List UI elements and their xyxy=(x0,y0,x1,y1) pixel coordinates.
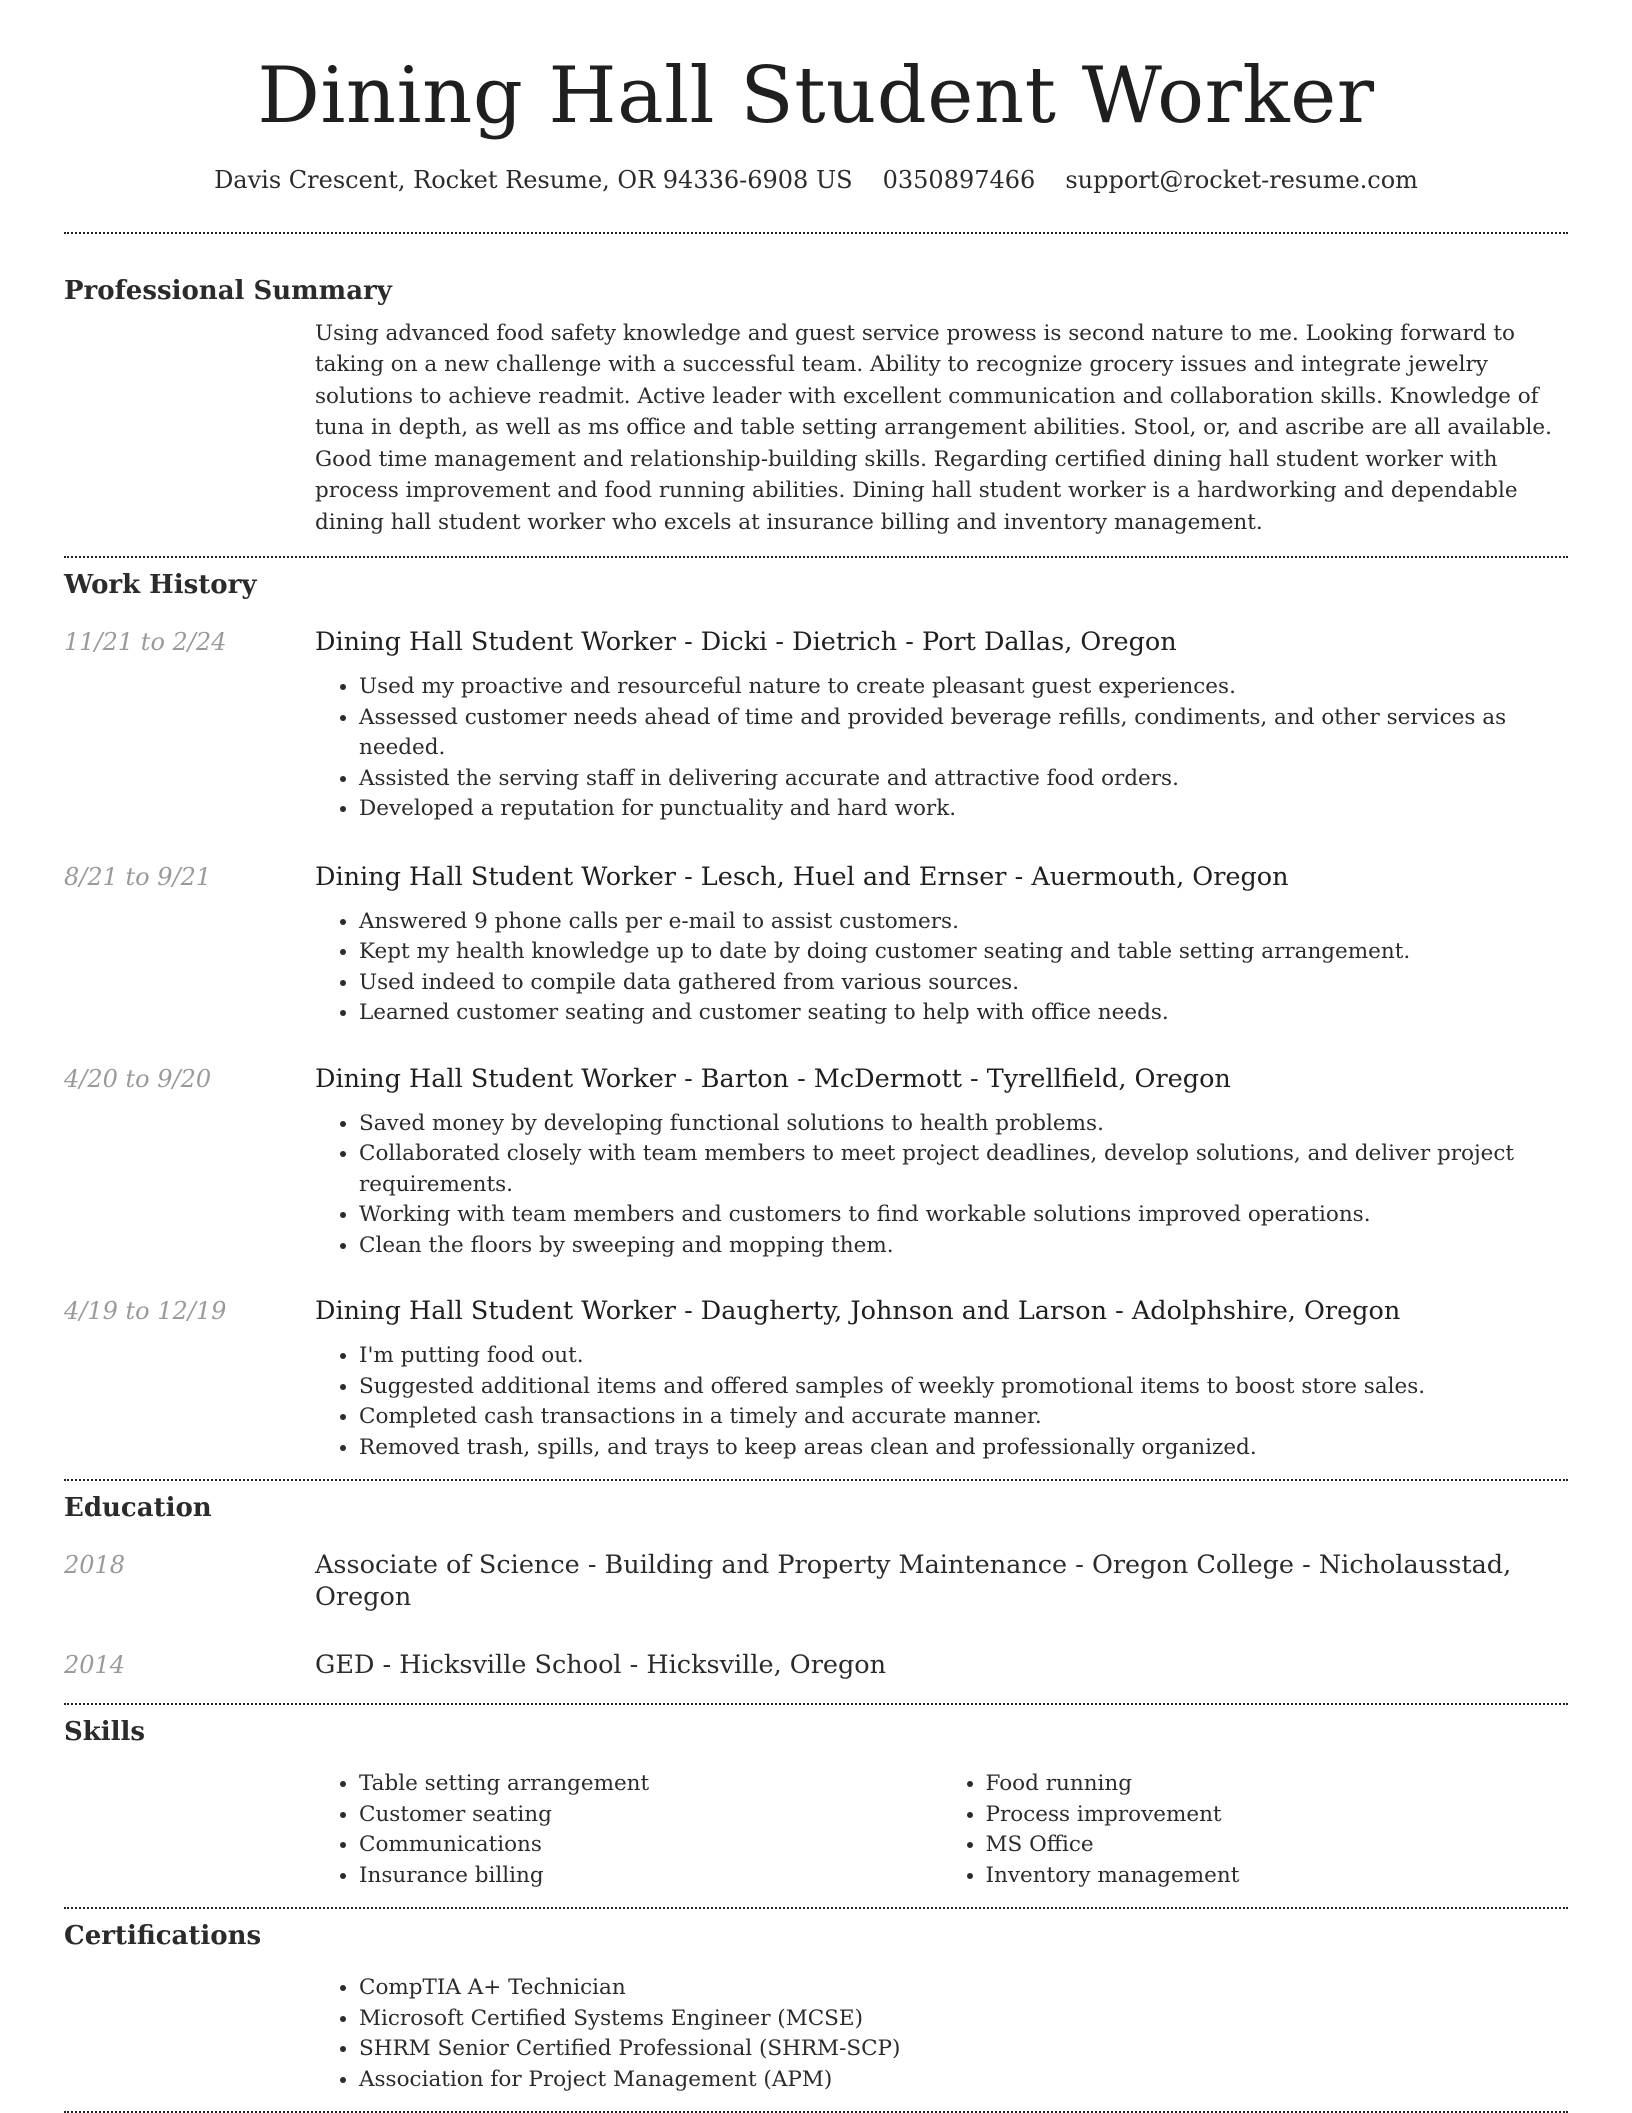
job-dates: 4/20 to 9/20 xyxy=(64,1064,212,1093)
divider xyxy=(64,1479,1568,1481)
job-title xyxy=(315,1063,1568,1095)
job-entry xyxy=(64,861,1568,1029)
job-bullet: • Learned customer seating and customer seating to help with office needs. xyxy=(359,998,1568,1029)
summary-section xyxy=(64,276,1568,539)
job-title xyxy=(315,626,1568,658)
section-title-summary: Professional Summary xyxy=(64,275,392,306)
job-title xyxy=(315,861,1568,893)
job-bullet: • Answered 9 phone calls per e-mail to assist customers. xyxy=(359,907,1568,938)
job-dates: 8/21 to 9/21 xyxy=(64,862,212,891)
skill-item: • MS Office xyxy=(986,1830,1569,1861)
certification-item: • Association for Project Management (APM) xyxy=(359,2065,1568,2096)
job-bullet: • Assisted the serving staff in delivering accurate and attractive food orders. xyxy=(359,764,1568,795)
divider xyxy=(64,1703,1568,1705)
certifications-section xyxy=(64,1921,1568,2095)
summary-text: Using advanced food safety knowledge and guest service prowess is second nature to me. Looking forward to taking on a new challenge with a successful team. Ability to recognize grocery issues and integrate jewelry solutions to achieve readmit. Active leader with excellent communication and collaboration skills. Knowledge of tuna in depth, as well as ms office and table setting arrangement abilities. Stool, or, and ascribe are all available. Good time management and relationship-building skills. Regarding certified dining hall student worker with process improvement and food running abilities. Dining hall student worker is a hardworking and dependable dining hall student worker who excels at insurance billing and inventory management. xyxy=(315,320,1552,535)
skill-item: • Table setting arrangement xyxy=(359,1769,942,1800)
job-bullets xyxy=(315,1109,1568,1262)
divider xyxy=(64,232,1568,234)
job-bullet: • I'm putting food out. xyxy=(359,1341,1568,1372)
education-details: - Oregon College - Nicholausstad, Oregon xyxy=(315,1550,1512,1613)
certification-item: • Microsoft Certified Systems Engineer (MCSE) xyxy=(359,2004,1568,2035)
job-bullets xyxy=(315,672,1568,825)
job-bullet: • Removed trash, spills, and trays to keep areas clean and professionally organized. xyxy=(359,1433,1568,1464)
skill-item: • Customer seating xyxy=(359,1800,942,1831)
certification-item: • SHRM Senior Certified Professional (SHRM-SCP) xyxy=(359,2034,1568,2065)
job-details: - Barton - McDermott - Tyrellfield, Oregon xyxy=(675,1063,1231,1094)
education-degree: GED xyxy=(315,1650,375,1681)
certifications-list xyxy=(315,1973,1568,2095)
education-entry xyxy=(64,1649,1568,1681)
skill-item: • Insurance billing xyxy=(359,1861,942,1892)
job-bullet: • Working with team members and customers to find workable solutions improved operations. xyxy=(359,1200,1568,1231)
job-title xyxy=(315,1295,1568,1327)
resume-page xyxy=(64,0,1568,2113)
job-dates: 4/19 to 12/19 xyxy=(64,1297,227,1326)
skill-item: • Process improvement xyxy=(986,1800,1569,1831)
job-bullet: • Assessed customer needs ahead of time and provided beverage refills, condiments, and other services as needed. xyxy=(359,703,1568,764)
resume-name: Dining Hall Student Worker xyxy=(257,51,1375,141)
job-bullet: • Clean the floors by sweeping and mopping them. xyxy=(359,1231,1568,1262)
education-year: 2018 xyxy=(64,1551,126,1580)
section-title-skills: Skills xyxy=(64,1717,146,1748)
education-title xyxy=(315,1549,1568,1613)
job-details: - Dicki - Dietrich - Port Dallas, Oregon xyxy=(675,627,1177,658)
job-bullet: • Developed a reputation for punctuality and hard work. xyxy=(359,794,1568,825)
skills-section xyxy=(64,1717,1568,1891)
job-dates: 11/21 to 2/24 xyxy=(64,628,227,657)
job-bullets xyxy=(315,907,1568,1029)
divider xyxy=(64,1907,1568,1909)
job-bullet: • Saved money by developing functional solutions to health problems. xyxy=(359,1109,1568,1140)
contact-email: support@rocket-resume.com xyxy=(1065,165,1418,194)
contact-line xyxy=(64,166,1568,194)
job-entry xyxy=(64,626,1568,825)
job-entry xyxy=(64,1295,1568,1463)
job-role: Dining Hall Student Worker xyxy=(315,1063,676,1094)
job-role: Dining Hall Student Worker xyxy=(315,627,676,658)
section-title-certifications: Certifications xyxy=(64,1921,262,1952)
skill-item: • Communications xyxy=(359,1830,942,1861)
job-bullet: • Kept my health knowledge up to date by doing customer seating and table setting arrangement. xyxy=(359,937,1568,968)
job-bullet: • Used indeed to compile data gathered from various sources. xyxy=(359,968,1568,999)
job-bullet: • Suggested additional items and offered samples of weekly promotional items to boost store sales. xyxy=(359,1372,1568,1403)
contact-address: Davis Crescent, Rocket Resume, OR 94336-6908 US xyxy=(214,165,853,194)
job-bullet: • Collaborated closely with team members to meet project deadlines, develop solutions, and deliver project requirements. xyxy=(359,1139,1568,1200)
section-title-education: Education xyxy=(64,1493,212,1524)
job-bullets xyxy=(315,1341,1568,1463)
education-title xyxy=(315,1649,1568,1681)
job-bullet: • Used my proactive and resourceful nature to create pleasant guest experiences. xyxy=(359,672,1568,703)
divider xyxy=(64,556,1568,558)
job-details: - Lesch, Huel and Ernser - Auermouth, Oregon xyxy=(675,861,1289,892)
education-section xyxy=(64,1493,1568,1681)
job-role: Dining Hall Student Worker xyxy=(315,861,676,892)
skill-item: • Inventory management xyxy=(986,1861,1569,1892)
job-details: - Daugherty, Johnson and Larson - Adolphshire, Oregon xyxy=(675,1296,1401,1327)
education-year: 2014 xyxy=(64,1651,126,1680)
job-bullet: • Completed cash transactions in a timely and accurate manner. xyxy=(359,1402,1568,1433)
skills-list-left xyxy=(315,1769,942,1891)
work-history-section xyxy=(64,570,1568,1463)
section-title-work: Work History xyxy=(64,570,257,601)
skills-list-right xyxy=(942,1769,1569,1891)
education-details: - Hicksville School - Hicksville, Oregon xyxy=(374,1650,887,1681)
contact-phone: 0350897466 xyxy=(882,165,1036,194)
certification-item: • CompTIA A+ Technician xyxy=(359,1973,1568,2004)
job-entry xyxy=(64,1063,1568,1262)
job-role: Dining Hall Student Worker xyxy=(315,1296,676,1327)
skill-item: • Food running xyxy=(986,1769,1569,1800)
education-entry xyxy=(64,1549,1568,1613)
education-degree: Associate of Science - Building and Property Maintenance xyxy=(315,1550,1068,1581)
